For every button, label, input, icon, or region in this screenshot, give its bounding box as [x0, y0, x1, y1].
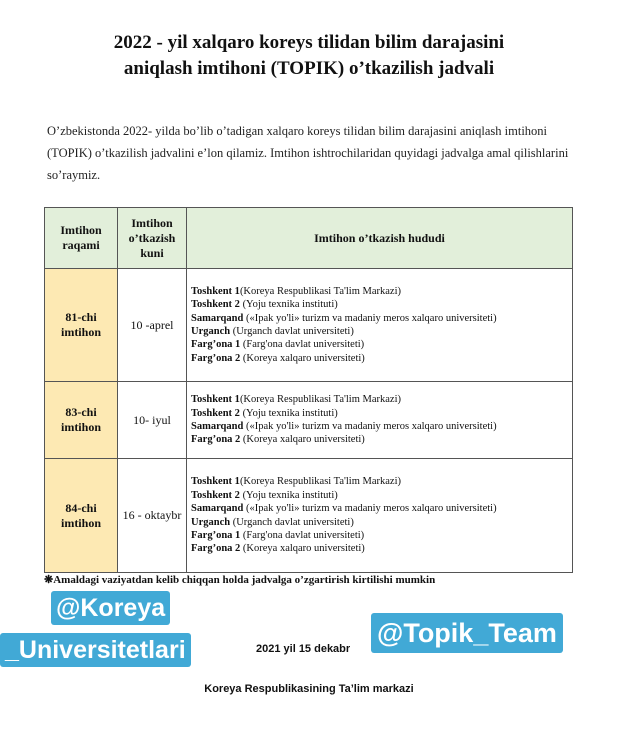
- location-name: Toshkent 1: [191, 394, 240, 406]
- table-header-row: [45, 208, 573, 269]
- location-detail: (Farg'ona davlat universiteti): [240, 529, 365, 541]
- location-name: Samarqand: [191, 312, 244, 324]
- header-exam-day: Imtihon o’tkazish kuni: [118, 208, 187, 269]
- intro-paragraph: O’zbekistonda 2022- yilda bo’lib o’tadigan xalqaro koreys tilidan bilim darajasini aniqlash imtihoni (TOPIK) o’tkazilish jadvalini e’lon qilamiz. Imtihon ishtrochilaridan quyidagi jadvalga amal qilishlarini so’raymiz.: [47, 124, 569, 182]
- location-item: [191, 542, 568, 555]
- location-detail: («Ipak yo'li» turizm va madaniy meros xalqaro universiteti): [243, 312, 497, 324]
- schedule-table: [44, 207, 573, 573]
- location-item: [191, 475, 568, 488]
- location-name: Farg’ona 1: [191, 339, 241, 351]
- exam-locations-cell: [187, 382, 573, 459]
- location-name: Farg’ona 2: [191, 352, 241, 364]
- header-exam-region: Imtihon o’tkazish hududi: [187, 208, 573, 269]
- location-item: [191, 489, 568, 502]
- location-item: [191, 298, 568, 311]
- header-exam-number: Imtihon raqami: [45, 208, 118, 269]
- location-detail: (Yoju texnika instituti): [239, 489, 338, 501]
- location-name: Samarqand: [191, 421, 244, 432]
- exam-locations-cell: [187, 459, 573, 573]
- exam-day-cell: 16 - oktaybr: [118, 459, 187, 573]
- location-item: [191, 502, 568, 515]
- document-date: 2021 yil 15 dekabr: [256, 643, 351, 655]
- location-name: Farg’ona 2: [191, 434, 241, 446]
- exam-day-cell: 10 -aprel: [118, 269, 187, 382]
- table-row: [45, 459, 573, 573]
- location-detail: (Koreya Respublikasi Ta'lim Markazi): [239, 285, 401, 297]
- location-detail: (Koreya xalqaro universiteti): [240, 543, 365, 555]
- location-item: [191, 393, 568, 406]
- location-detail: (Urganch davlat universiteti): [230, 326, 354, 337]
- location-detail: (Koreya xalqaro universiteti): [240, 434, 365, 446]
- location-name: Urganch: [191, 326, 231, 337]
- location-item: [191, 516, 568, 529]
- location-name: Toshkent 1: [191, 476, 240, 488]
- exam-number-cell: 84-chi imtihon: [45, 459, 118, 573]
- exam-number-cell: 83-chi imtihon: [45, 382, 118, 459]
- watermark-topik-team: @Topik_Team: [371, 613, 563, 653]
- footnote: ❋Amaldagi vaziyatdan kelib chiqqan holda jadvalga o’zgartirish kirtilishi mumkin: [44, 574, 436, 586]
- location-item: [191, 420, 568, 433]
- location-detail: (Yoju texnika instituti): [239, 299, 338, 311]
- watermark-universitetlari: _Universitetlari: [0, 633, 191, 667]
- location-item: [191, 325, 568, 338]
- table-row: [45, 382, 573, 459]
- location-item: [191, 529, 568, 542]
- location-detail: (Yoju texnika instituti): [239, 407, 338, 419]
- location-name: Urganch: [191, 516, 231, 528]
- location-name: Toshkent 2: [191, 489, 240, 501]
- document-title: [0, 30, 618, 82]
- location-item: [191, 407, 568, 420]
- location-detail: (Urganch davlat universiteti): [230, 516, 354, 528]
- location-detail: («Ipak yo'li» turizm va madaniy meros xalqaro universiteti): [243, 421, 497, 432]
- exam-locations-cell: [187, 269, 573, 382]
- location-detail: (Koreya xalqaro universiteti): [240, 352, 365, 364]
- location-item: [191, 352, 568, 365]
- location-item: [191, 312, 568, 325]
- location-name: Samarqand: [191, 503, 244, 515]
- location-item: [191, 338, 568, 351]
- location-name: Toshkent 2: [191, 299, 240, 311]
- location-detail: (Koreya Respublikasi Ta'lim Markazi): [239, 394, 401, 406]
- title-line-1: 2022 - yil xalqaro koreys tilidan bilim darajasini: [113, 32, 505, 53]
- location-name: Farg’ona 2: [191, 543, 241, 555]
- location-detail: (Farg'ona davlat universiteti): [240, 339, 365, 351]
- location-detail: («Ipak yo'li» turizm va madaniy meros xalqaro universiteti): [243, 503, 497, 515]
- exam-number-cell: 81-chi imtihon: [45, 269, 118, 382]
- exam-day-cell: 10- iyul: [118, 382, 187, 459]
- location-name: Toshkent 1: [191, 285, 240, 297]
- watermark-koreya: @Koreya: [51, 591, 170, 625]
- title-line-2: aniqlash imtihoni (TOPIK) o’tkazilish jadvali: [123, 58, 495, 79]
- location-name: Farg’ona 1: [191, 529, 241, 541]
- location-name: Toshkent 2: [191, 407, 240, 419]
- location-item: [191, 433, 568, 446]
- issuer-footer: Koreya Respublikasining Ta’lim markazi: [204, 683, 414, 695]
- location-detail: (Koreya Respublikasi Ta'lim Markazi): [239, 476, 401, 488]
- location-item: [191, 285, 568, 298]
- table-row: [45, 269, 573, 382]
